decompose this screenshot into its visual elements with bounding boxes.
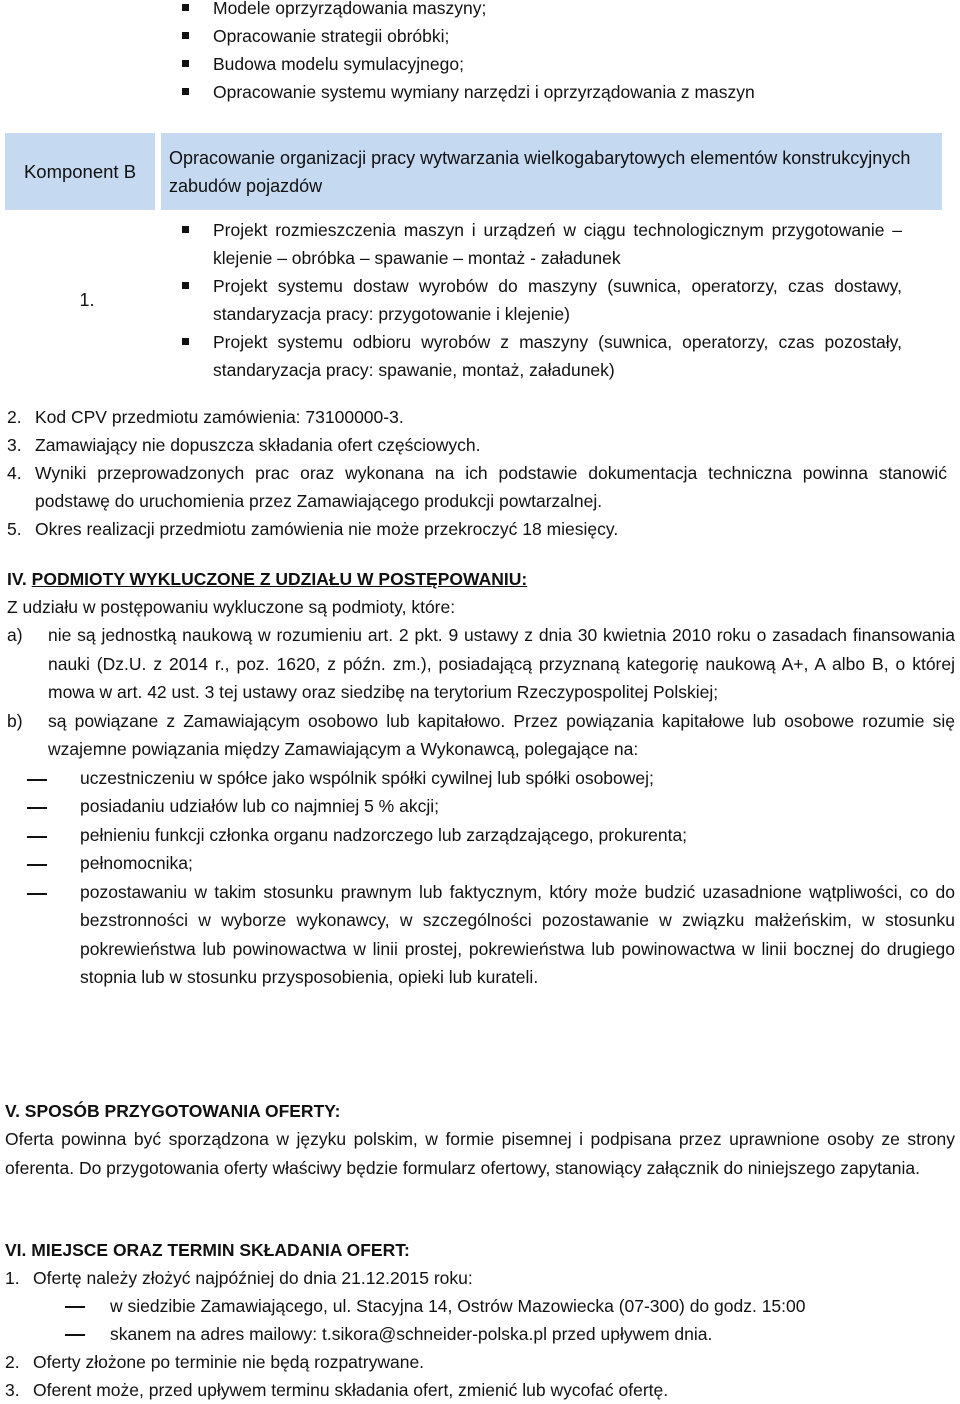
point-number: 2.	[7, 407, 22, 427]
section-intro: Z udziału w postępowaniu wykluczone są podmioty, które:	[7, 597, 456, 617]
item-text: są powiązane z Zamawiającym osobowo lub kapitałowo. Przez powiązania kapitałowe lub osobowe rozumie się wzajemne powiązania między Zamawiającym a Wykonawcą, polegające na:	[48, 710, 955, 759]
numbered-points	[7, 403, 947, 543]
model-bullet-list	[175, 0, 915, 106]
lettered-item	[7, 707, 955, 764]
numbered-point	[5, 1348, 955, 1376]
numbered-point	[7, 403, 947, 431]
point-number: 2.	[5, 1352, 20, 1372]
list-item: w siedzibie Zamawiającego, ul. Stacyjna 14, Ostrów Mazowiecka (07-300) do godz. 15:00	[5, 1292, 955, 1320]
section-iv-heading	[7, 565, 955, 593]
point-text: Zamawiający nie dopuszcza składania ofert częściowych.	[35, 435, 481, 455]
list-item: skanem na adres mailowy: t.sikora@schneider-polska.pl przed upływem dnia.	[5, 1320, 955, 1348]
point-number: 3.	[7, 435, 22, 455]
komponent-items	[5, 216, 942, 384]
list-item: pozostawaniu w takim stosunku prawnym lub faktycznym, który może budzić uzasadnione wątpliwości, co do bezstronności w wyborze wykonawcy, w szczególności pozostawanie w związku małżeńskim, w stosunku pokrewieństwa lub powinowactwa w linii prostej, pokrewieństwa lub powinowactwa w linii bocznej do drugiego stopnia lub w stosunku przysposobienia, opieki lub kurateli.	[7, 878, 955, 992]
point-number: 4.	[7, 463, 22, 483]
section-v	[5, 1097, 955, 1182]
point-number: 3.	[5, 1380, 20, 1400]
komponent-body-row	[5, 210, 942, 384]
point-text: Ofertę należy złożyć najpóźniej do dnia 21.12.2015 roku:	[33, 1268, 473, 1288]
komponent-title: Opracowanie organizacji pracy wytwarzania wielkogabarytowych elementów konstrukcyjnych zabudów pojazdów	[161, 133, 942, 210]
list-item: Budowa modelu symulacyjnego;	[175, 50, 915, 78]
numbered-point	[7, 515, 947, 543]
section-title: PODMIOTY WYKLUCZONE Z UDZIAŁU W POSTĘPOWANIU:	[31, 569, 528, 589]
list-item: pełnieniu funkcji członka organu nadzorczego lub zarządzającego, prokurenta;	[7, 821, 955, 850]
item-text: nie są jednostką naukową w rozumieniu art. 2 pkt. 9 ustawy z dnia 30 kwietnia 2010 roku o zasadach finansowania nauki (Dz.U. z 2014 r., poz. 1620, z późn. zm.), posiadającą przyznaną kategorię naukową A+, A albo B, o której mowa w art. 42 ust. 3 tej ustawy oraz siedzibę na terytorium Rzeczypospolitej Polskiej;	[48, 625, 955, 702]
section-number: IV.	[7, 569, 27, 589]
section-vi	[5, 1236, 955, 1404]
numbered-point	[5, 1264, 955, 1292]
list-item: Projekt systemu odbioru wyrobów z maszyny (suwnica, operatorzy, czas pozostały, standaryzacja pracy: spawanie, montaż, załadunek)	[175, 328, 902, 384]
item-letter: a)	[7, 625, 23, 645]
list-item: posiadaniu udziałów lub co najmniej 5 % akcji;	[7, 792, 955, 821]
section-vi-heading: VI. MIEJSCE ORAZ TERMIN SKŁADANIA OFERT:	[5, 1240, 410, 1260]
dash-list	[5, 1292, 955, 1348]
list-item: Opracowanie systemu wymiany narzędzi i oprzyrządowania z maszyn	[175, 78, 915, 106]
list-item: Opracowanie strategii obróbki;	[175, 22, 915, 50]
komponent-table	[5, 133, 942, 384]
point-text: Okres realizacji przedmiotu zamówienia nie może przekroczyć 18 miesięcy.	[35, 519, 619, 539]
list-item: uczestniczeniu w spółce jako wspólnik spółki cywilnej lub spółki osobowej;	[7, 764, 955, 793]
point-text: Kod CPV przedmiotu zamówienia: 73100000-3.	[35, 407, 404, 427]
komponent-label: Komponent B	[5, 133, 155, 210]
list-item: Projekt rozmieszczenia maszyn i urządzeń w ciągu technologicznym przygotowanie – klejenie – obróbka – spawanie – montaż - załadunek	[175, 216, 902, 272]
numbered-point	[5, 1376, 955, 1404]
section-iv	[7, 565, 955, 992]
section-v-heading: V. SPOSÓB PRZYGOTOWANIA OFERTY:	[5, 1101, 341, 1121]
numbered-point	[7, 459, 947, 515]
point-number: 1.	[5, 1268, 20, 1288]
row-number: 1.	[79, 289, 95, 310]
list-item: Modele oprzyrządowania maszyny;	[175, 0, 915, 22]
point-text: Oferent może, przed upływem terminu składania ofert, zmienić lub wycofać ofertę.	[33, 1380, 669, 1400]
point-text: Wyniki przeprowadzonych prac oraz wykonana na ich podstawie dokumentacja techniczna powinna stanowić podstawę do uruchomienia przez Zamawiającego produkcji powtarzalnej.	[35, 463, 947, 511]
point-text: Oferty złożone po terminie nie będą rozpatrywane.	[33, 1352, 425, 1372]
item-letter: b)	[7, 710, 23, 731]
list-item: pełnomocnika;	[7, 849, 955, 878]
dash-list	[7, 764, 955, 992]
list-item: Projekt systemu dostaw wyrobów do maszyny (suwnica, operatorzy, czas dostawy, standaryzacja pracy: przygotowanie i klejenie)	[175, 272, 902, 328]
numbered-point	[7, 431, 947, 459]
section-v-text: Oferta powinna być sporządzona w języku polskim, w formie pisemnej i podpisana przez uprawnione osoby ze strony oferenta. Do przygotowania oferty właściwy będzie formularz ofertowy, stanowiący załącznik do niniejszego zapytania.	[5, 1129, 955, 1178]
point-number: 5.	[7, 519, 22, 539]
komponent-header-row	[5, 133, 942, 210]
lettered-item	[7, 621, 955, 707]
